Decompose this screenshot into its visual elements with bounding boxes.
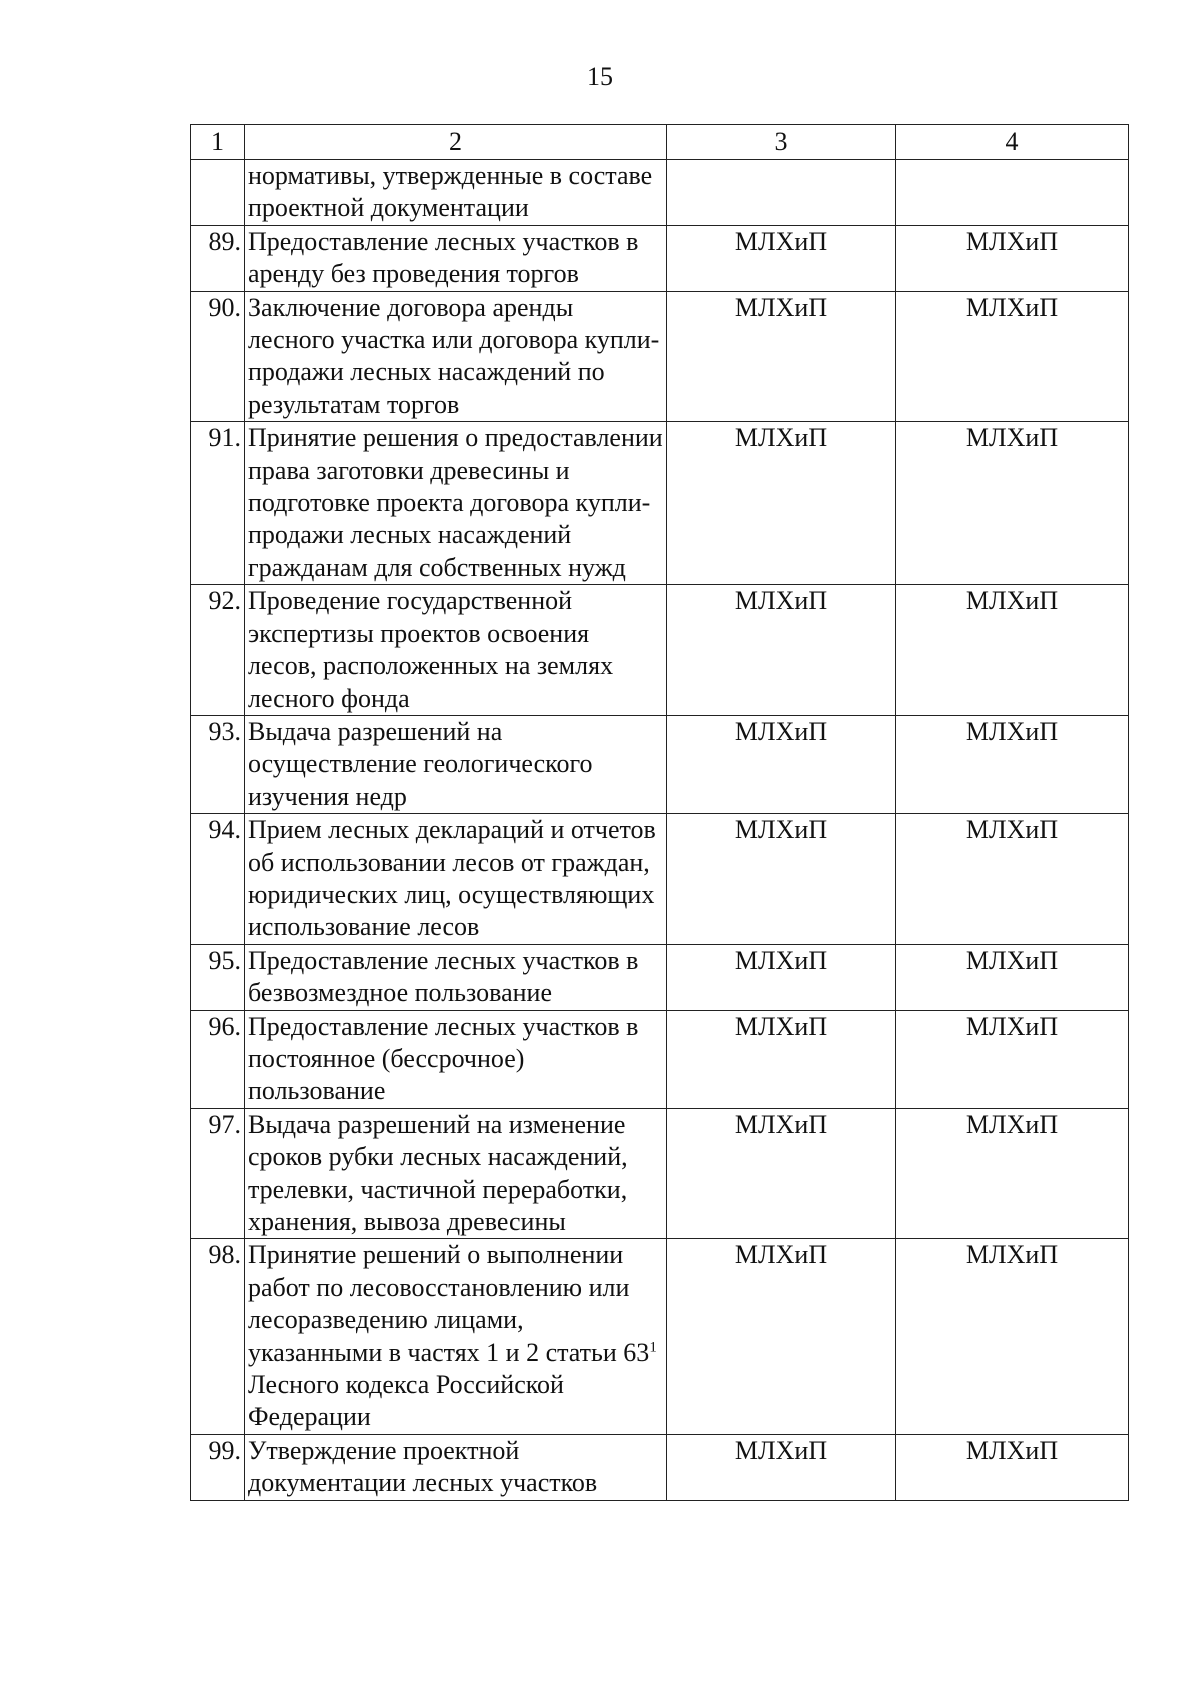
row-number: 97. <box>191 1108 245 1239</box>
table-row <box>191 814 1129 945</box>
row-col3: МЛХиП <box>667 1108 896 1239</box>
row-text: Предоставление лесных участков в постоянное (бессрочное) пользование <box>245 1010 667 1108</box>
row-number: 91. <box>191 422 245 585</box>
row-text-before: Принятие решений о выполнении работ по лесовосстановлению или лесоразведению лицами, указанными в частях 1 и 2 статьи 63 <box>248 1240 650 1367</box>
table-row <box>191 1239 1129 1434</box>
table-row <box>191 1010 1129 1108</box>
table-row <box>191 422 1129 585</box>
row-col4: МЛХиП <box>896 291 1129 422</box>
row-text: нормативы, утвержденные в составе проектной документации <box>245 160 667 226</box>
row-col3 <box>667 160 896 226</box>
row-col3: МЛХиП <box>667 814 896 945</box>
table-row <box>191 291 1129 422</box>
table-row-continuation <box>191 160 1129 226</box>
row-col3: МЛХиП <box>667 422 896 585</box>
row-text: Принятие решения о предоставлении права заготовки древесины и подготовке проекта договора купли-продажи лесных насаждений гражданам для собственных нужд <box>245 422 667 585</box>
row-col4: МЛХиП <box>896 814 1129 945</box>
table-row <box>191 1108 1129 1239</box>
page-number: 15 <box>587 62 613 91</box>
row-text: Утверждение проектной документации лесных участков <box>245 1434 667 1500</box>
row-col3: МЛХиП <box>667 225 896 291</box>
row-text-after: Лесного кодекса Российской Федерации <box>248 1370 564 1432</box>
row-text: Выдача разрешений на изменение сроков рубки лесных насаждений, трелевки, частичной переработки, хранения, вывоза древесины <box>245 1108 667 1239</box>
row-text: Проведение государственной экспертизы проектов освоения лесов, расположенных на землях лесного фонда <box>245 585 667 716</box>
row-number <box>191 160 245 226</box>
table-row <box>191 944 1129 1010</box>
row-col4: МЛХиП <box>896 422 1129 585</box>
row-number: 93. <box>191 715 245 813</box>
row-text: Заключение договора аренды лесного участка или договора купли-продажи лесных насаждений по результатам торгов <box>245 291 667 422</box>
row-text: Предоставление лесных участков в аренду без проведения торгов <box>245 225 667 291</box>
row-col3: МЛХиП <box>667 291 896 422</box>
row-col3: МЛХиП <box>667 1239 896 1434</box>
row-text: Предоставление лесных участков в безвозмездное пользование <box>245 944 667 1010</box>
row-number: 96. <box>191 1010 245 1108</box>
row-col4: МЛХиП <box>896 1108 1129 1239</box>
row-number: 98. <box>191 1239 245 1434</box>
row-col4: МЛХиП <box>896 944 1129 1010</box>
row-col3: МЛХиП <box>667 1434 896 1500</box>
row-text <box>245 1239 667 1434</box>
row-col4: МЛХиП <box>896 715 1129 813</box>
row-col3: МЛХиП <box>667 1010 896 1108</box>
table-row <box>191 585 1129 716</box>
table-header-row <box>191 125 1129 160</box>
row-col4: МЛХиП <box>896 1010 1129 1108</box>
row-number: 90. <box>191 291 245 422</box>
row-text: Выдача разрешений на осуществление геологического изучения недр <box>245 715 667 813</box>
table-row <box>191 715 1129 813</box>
superscript: 1 <box>649 1338 657 1355</box>
row-number: 95. <box>191 944 245 1010</box>
row-number: 89. <box>191 225 245 291</box>
row-col3: МЛХиП <box>667 585 896 716</box>
row-col4 <box>896 160 1129 226</box>
row-col4: МЛХиП <box>896 225 1129 291</box>
column-header: 3 <box>667 125 896 160</box>
column-header: 4 <box>896 125 1129 160</box>
row-number: 92. <box>191 585 245 716</box>
row-col3: МЛХиП <box>667 715 896 813</box>
row-col4: МЛХиП <box>896 1434 1129 1500</box>
authority-table <box>190 124 1129 1501</box>
row-col4: МЛХиП <box>896 585 1129 716</box>
row-text: Прием лесных деклараций и отчетов об использовании лесов от граждан, юридических лиц, осуществляющих использование лесов <box>245 814 667 945</box>
row-col3: МЛХиП <box>667 944 896 1010</box>
row-number: 94. <box>191 814 245 945</box>
column-header: 1 <box>191 125 245 160</box>
row-number: 99. <box>191 1434 245 1500</box>
column-header: 2 <box>245 125 667 160</box>
table-row <box>191 1434 1129 1500</box>
table-row <box>191 225 1129 291</box>
row-col4: МЛХиП <box>896 1239 1129 1434</box>
